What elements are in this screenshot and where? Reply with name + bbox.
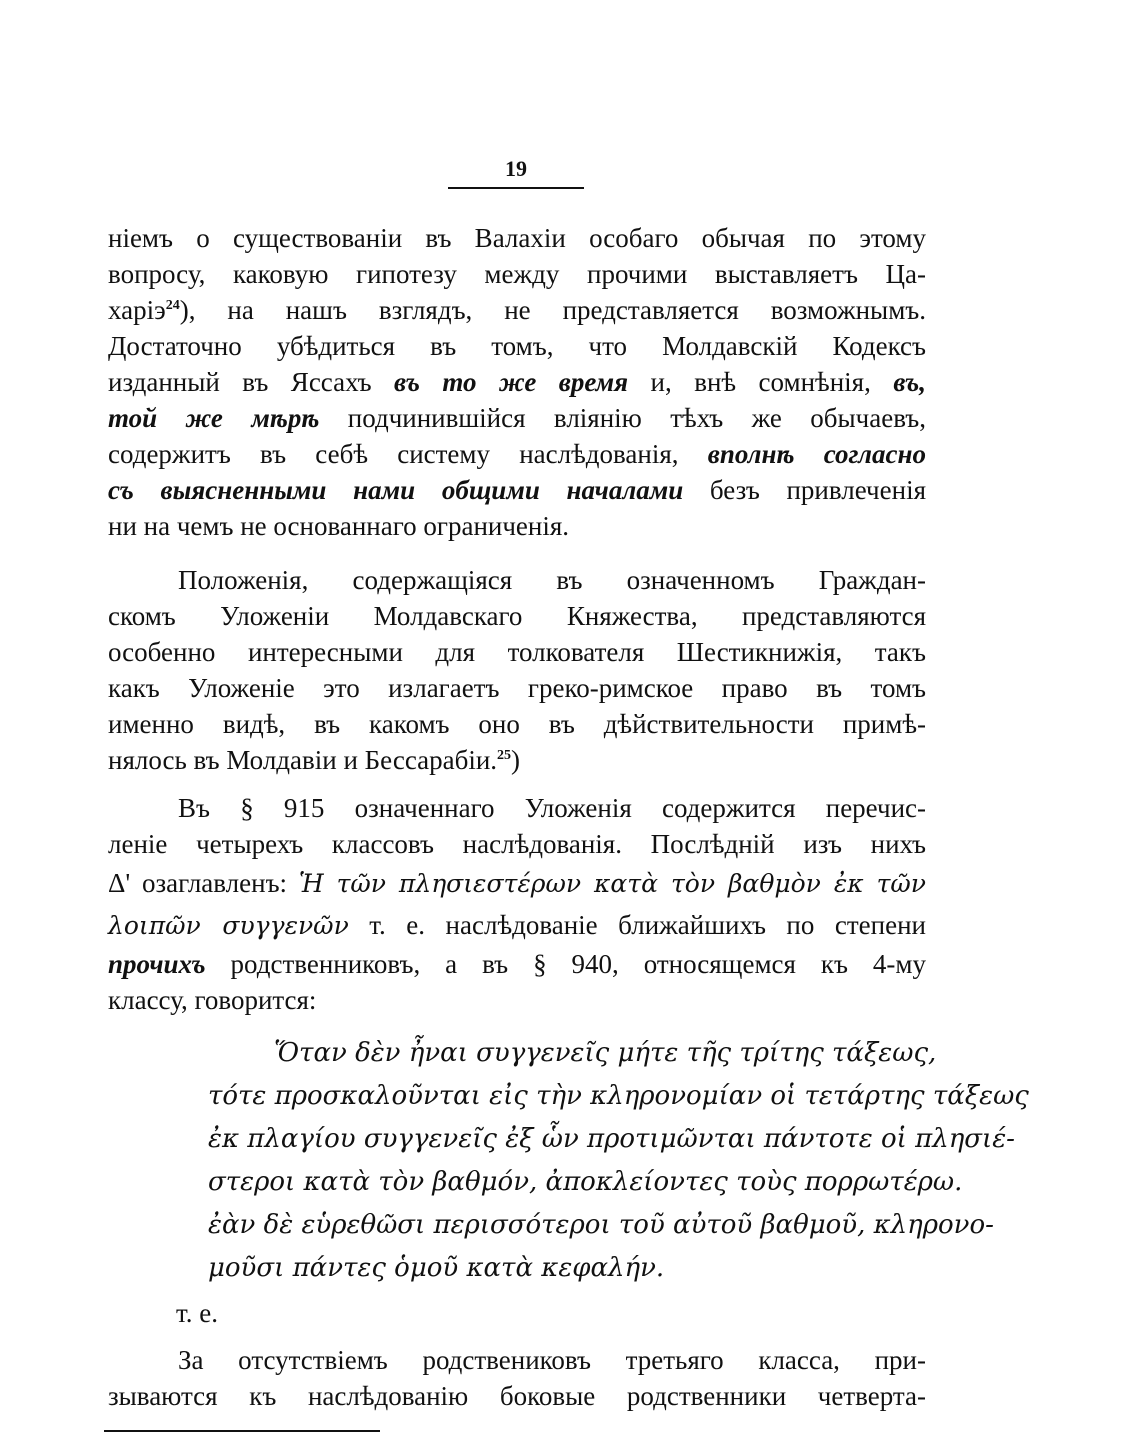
footnote-ref-25: 25 [497, 748, 512, 763]
text-line [108, 742, 926, 778]
text-span: ) [511, 745, 521, 775]
text-line [108, 400, 926, 436]
quote-line: ἐκ πλαγίου συγγενεῖς ἐξ ὧν προτιμῶνται πάντοτε οἱ πλησιέ- [208, 1124, 1015, 1154]
text-span: подчинившійся вліянію тѣхъ же обычаевъ, [319, 403, 926, 433]
paragraph-4 [108, 1342, 926, 1414]
emphasis: той же мѣрѣ [108, 403, 320, 433]
te-abbreviation: т. е. [176, 1298, 219, 1328]
text-line: вопросу, каковую гипотезу между прочими выставляетъ Ца- [108, 259, 926, 289]
quote-line: τότε προσκαλοῦνται εἰς τὴν κληρονομίαν οἱ τετάρτης τάξεως [208, 1081, 1029, 1111]
emphasis: въ, [893, 367, 926, 397]
text-line: скомъ Уложеніи Молдавскаго Княжества, представляются [108, 601, 926, 631]
greek-text: Ἡ τῶν πλησιεστέρων κατὰ τὸν βαθμὸν ἐκ τῶν [298, 869, 926, 898]
text-line: За отсутствіемъ родствениковъ третьяго класса, при- [178, 1345, 926, 1375]
emphasis: вполнѣ согласно [707, 439, 926, 469]
text-line: леніе четырехъ классовъ наслѣдованія. Послѣдній изъ нихъ [108, 829, 926, 859]
text-span: безъ привлеченія [683, 475, 926, 505]
quote-line: ἐὰν δὲ εὑρεθῶσι περισσότεροι τοῦ αὐτοῦ βαθμοῦ, κληρονο- [208, 1210, 994, 1240]
header-rule [448, 187, 584, 189]
text-line: особенно интересными для толкователя Шестикнижія, такъ [108, 637, 926, 667]
text-line [108, 862, 926, 904]
text-span: харіэ [108, 295, 166, 325]
quote-line: μοῦσι πάντες ὁμοῦ κατὰ κεφαλήν. [208, 1253, 665, 1283]
footnote-rule [104, 1430, 380, 1432]
text-span: изданный въ Яссахъ [108, 367, 394, 397]
quote-line: Ὅταν δὲν ἦναι συγγενεῖς μήτε τῆς τρίτης τάξεως, [274, 1038, 937, 1068]
greek-text: λοιπῶν συγγενῶν [108, 911, 349, 940]
text-span: Δ' озаглавленъ: [108, 868, 299, 898]
text-line: зываются къ наслѣдованію боковые родственники четверта- [108, 1381, 926, 1411]
text-line: Положенія, содержащіяся въ означенномъ Граждан- [178, 565, 926, 595]
text-line [108, 904, 926, 946]
text-line: Въ § 915 означеннаго Уложенія содержится перечис- [178, 793, 926, 823]
paragraph-1 [108, 220, 926, 544]
text-line: Достаточно убѣдиться въ томъ, что Молдавскій Кодексъ [108, 331, 926, 361]
text-line [108, 292, 926, 328]
emphasis: въ то же время [394, 367, 629, 397]
text-line: ни на чемъ не основаннаго ограниченія. [108, 511, 570, 541]
text-span: ), на нашъ взглядъ, не представляется возможнымъ. [179, 295, 926, 325]
text-line [108, 946, 926, 982]
footnote-ref-24: 24 [165, 298, 180, 313]
text-span: нялось въ Молдавіи и Бессарабіи. [108, 745, 498, 775]
text-span: и, внѣ сомнѣнія, [628, 367, 894, 397]
emphasis: прочихъ [108, 949, 206, 979]
text-line [108, 436, 926, 472]
text-line [108, 364, 926, 400]
text-span: содержитъ въ себѣ систему наслѣдованія, [108, 439, 708, 469]
text-line: именно видѣ, въ какомъ оно въ дѣйствительности примѣ- [108, 709, 926, 739]
page-number: 19 [505, 156, 527, 181]
text-line: ніемъ о существованіи въ Валахіи особаго обычая по этому [108, 223, 926, 253]
paragraph-2 [108, 562, 926, 778]
text-span: родственниковъ, а въ § 940, относящемся къ 4-му [205, 949, 926, 979]
greek-quotation [208, 1032, 1029, 1290]
text-line [108, 472, 926, 508]
text-span: т. е. наслѣдованіе ближайшихъ по степени [348, 910, 926, 940]
paragraph-3 [108, 790, 926, 1018]
quote-line: στεροι κατὰ τὸν βαθμόν, ἀποκλείοντες τοὺς πορρωτέρω. [208, 1167, 963, 1197]
text-line: какъ Уложеніе это излагаетъ греко-римское право въ томъ [108, 673, 926, 703]
text-line: классу, говорится: [108, 985, 317, 1015]
emphasis: съ выясненными нами общими началами [108, 475, 684, 505]
